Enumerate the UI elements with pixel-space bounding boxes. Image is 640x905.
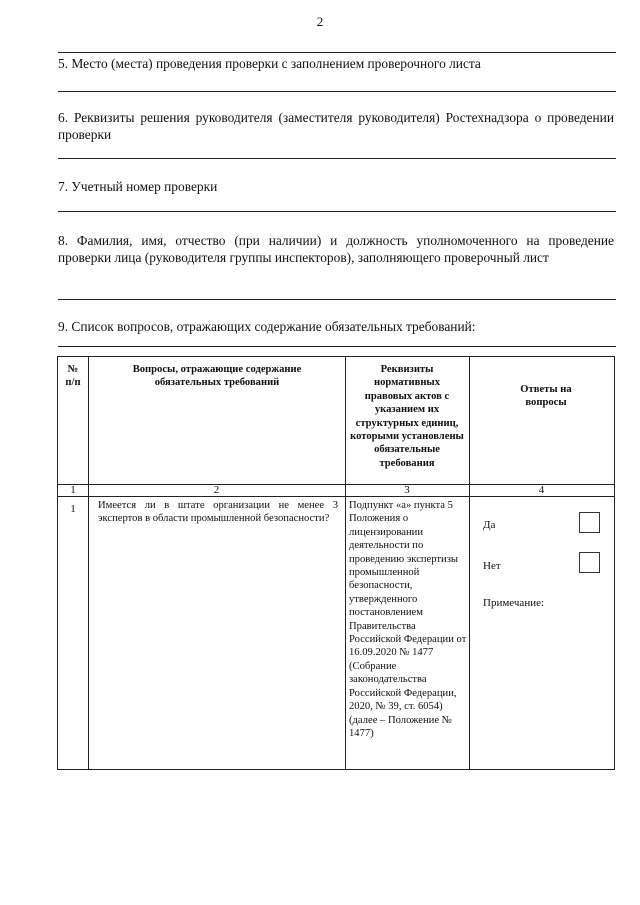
column-number-4: 4 — [538, 484, 545, 496]
field-7-label: 7. Учетный номер проверки — [58, 179, 218, 194]
page-number: 2 — [316, 14, 324, 29]
separator-line — [58, 52, 616, 53]
row-question: Имеется ли в штате организации не менее 3 экспертов в области промышленной безопасности? — [98, 500, 338, 525]
column-number-2: 2 — [213, 484, 220, 496]
header-number: № п/п — [65, 364, 81, 389]
field-5-input-line[interactable] — [58, 91, 616, 92]
row-reference: Подпункт «а» пункта 5 Положения о лицензировании деятельности по проведению экспертизы промышленной безопасности, утвержденного постановлением Правительства Российской Федерации от 16.09.2020 № 1477 (Собрание законодательства Российской Федерации, 2020, № 39, ст. 6054) (далее – Положение № 1477) — [349, 500, 467, 739]
header-references: Реквизиты нормативных правовых актов с указанием их структурных единиц, которыми установлены обязательные требования — [350, 364, 464, 469]
header-answers: Ответы на вопросы — [520, 384, 572, 409]
column-divider — [345, 357, 346, 769]
requirements-table — [57, 356, 615, 770]
column-divider — [88, 357, 89, 769]
field-9-label: 9. Список вопросов, отражающих содержание обязательных требований: — [58, 319, 476, 334]
column-divider — [469, 357, 470, 769]
answer-no-label: Нет — [483, 560, 501, 572]
answer-note-label: Примечание: — [483, 597, 545, 609]
field-6-label: 6. Реквизиты решения руководителя (заместителя руководителя) Ростехнадзора о проведении проверки — [58, 110, 614, 142]
answer-yes-checkbox[interactable] — [579, 512, 600, 533]
field-8-label: 8. Фамилия, имя, отчество (при наличии) и должность уполномоченного на проведение проверки лица (руководителя группы инспекторов), заполняющего проверочный лист — [58, 233, 614, 265]
column-number-3: 3 — [404, 484, 410, 496]
answer-no-checkbox[interactable] — [579, 552, 600, 573]
field-6-input-line[interactable] — [58, 158, 616, 159]
field-7-input-line[interactable] — [58, 211, 616, 212]
column-number-1: 1 — [70, 484, 76, 496]
row-number: 1 — [70, 503, 76, 515]
header-questions: Вопросы, отражающие содержание обязательных требований — [132, 364, 302, 389]
answer-yes-label: Да — [483, 519, 496, 531]
separator-line — [58, 346, 616, 347]
field-8-input-line[interactable] — [58, 299, 616, 300]
field-5-label: 5. Место (места) проведения проверки с заполнением проверочного листа — [58, 56, 481, 71]
